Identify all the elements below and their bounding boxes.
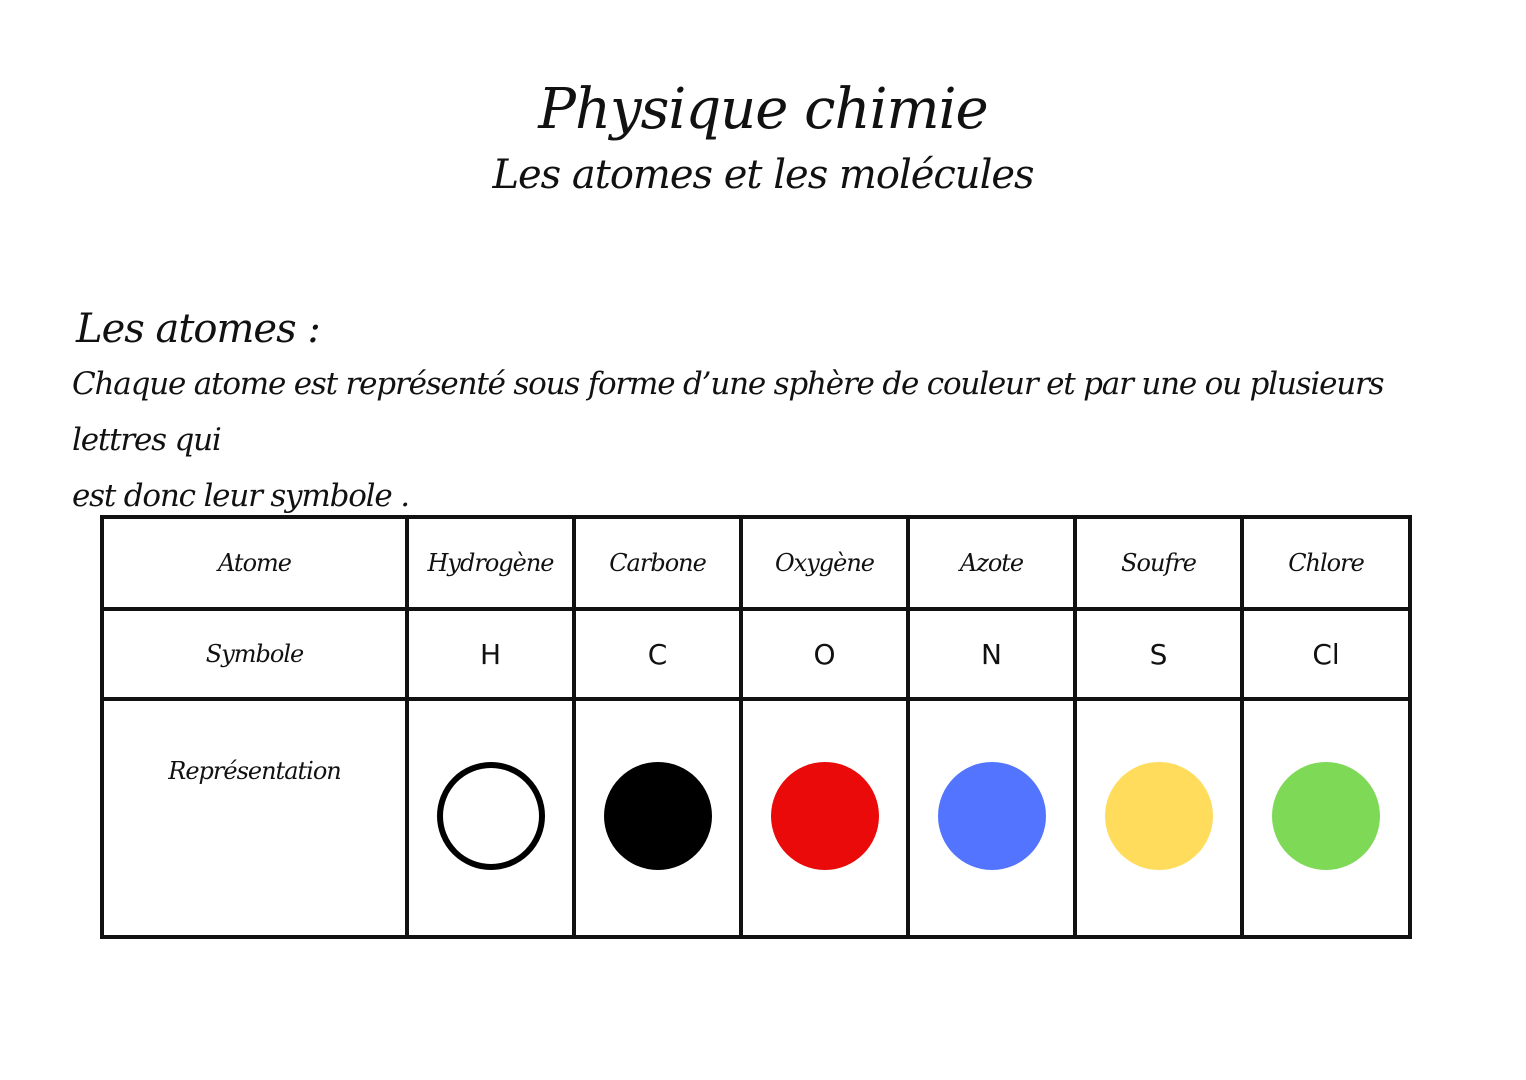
page-title: Physique chimie	[538, 77, 988, 142]
oxygene-sphere	[771, 762, 879, 870]
hydrogene-sphere	[437, 762, 545, 870]
atom-name-soufre: Soufre	[1075, 517, 1242, 609]
chlore-sphere	[1272, 762, 1380, 870]
atom-representation-cell	[1242, 699, 1410, 937]
atoms-table	[100, 515, 1412, 939]
atom-symbol-c: C	[574, 609, 741, 699]
section-paragraph	[72, 356, 1472, 524]
atom-representation-cell	[1075, 699, 1242, 937]
atom-name-carbone: Carbone	[574, 517, 741, 609]
atom-representation-row	[102, 699, 1410, 937]
atom-name-row	[102, 517, 1410, 609]
atom-symbol-h: H	[407, 609, 574, 699]
section-title: Les atomes :	[76, 306, 320, 352]
atom-representation-cell	[407, 699, 574, 937]
soufre-sphere	[1105, 762, 1213, 870]
paragraph-line-1: Chaque atome est représenté sous forme d’une sphère de couleur et par une ou plusieurs lettres qui	[72, 366, 1384, 458]
atom-representation-cell	[574, 699, 741, 937]
row-label-symbol: Symbole	[102, 609, 407, 699]
atom-symbol-o: O	[741, 609, 908, 699]
atom-name-hydrogene: Hydrogène	[407, 517, 574, 609]
atom-symbol-s: S	[1075, 609, 1242, 699]
atom-symbol-n: N	[908, 609, 1075, 699]
atom-name-chlore: Chlore	[1242, 517, 1410, 609]
paragraph-line-2: est donc leur symbole .	[72, 478, 409, 514]
atom-name-oxygene: Oxygène	[741, 517, 908, 609]
atom-representation-cell	[741, 699, 908, 937]
carbone-sphere	[604, 762, 712, 870]
atom-representation-cell	[908, 699, 1075, 937]
atom-name-azote: Azote	[908, 517, 1075, 609]
page-subtitle: Les atomes et les molécules	[492, 152, 1034, 198]
row-label-atom: Atome	[102, 517, 407, 609]
atom-symbol-row	[102, 609, 1410, 699]
azote-sphere	[938, 762, 1046, 870]
row-label-representation: Représentation	[102, 699, 407, 937]
atom-symbol-cl: Cl	[1242, 609, 1410, 699]
